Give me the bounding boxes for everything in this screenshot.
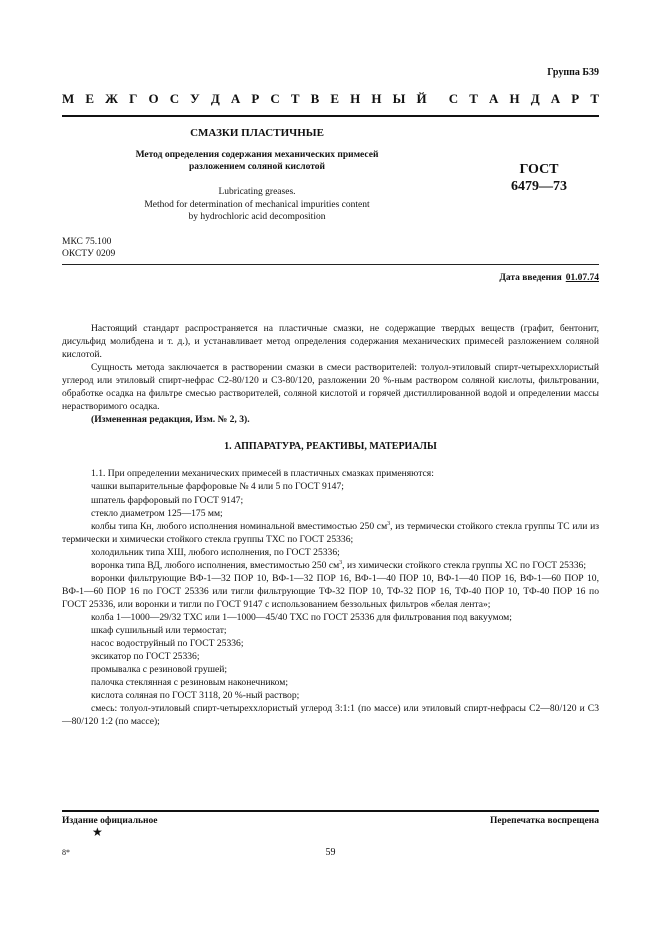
banner-letter: Е — [85, 91, 95, 106]
subtitle-line: Метод определения содержания механических примесей — [135, 150, 379, 160]
banner-letter: Р — [251, 91, 260, 106]
okstu-code: ОКСТУ 0209 — [62, 249, 116, 259]
group-code: Группа Б39 — [547, 67, 599, 78]
banner-letter: А — [230, 91, 241, 106]
list-item: палочка стеклянная с резиновым наконечником; — [91, 677, 288, 689]
list-item: промывалка с резиновой грушей; — [91, 664, 228, 676]
banner-letter: Н — [509, 91, 520, 106]
list-item: стекло диаметром 125—175 мм; — [91, 507, 223, 519]
paragraph-scope: Настоящий стандарт распространяется на пластичные смазки, не содержащие твердых веществ (графит, бентонит, дисульфид молибдена и т. д.), и устанавливает метод определения содержания механических примесей разложением соляной кислотой. — [62, 323, 599, 361]
banner-letter: Т — [290, 91, 300, 106]
banner-letter: У — [190, 91, 200, 106]
list-item: насос водоструйный по ГОСТ 25336; — [91, 638, 244, 650]
banner-letter: Ы — [392, 91, 406, 106]
signature-mark: 8* — [62, 848, 70, 857]
gost-number — [495, 161, 583, 195]
superscript: 3 — [339, 559, 343, 566]
list-item — [62, 520, 599, 546]
gost-code: 6479—73 — [511, 179, 567, 194]
edition-label: Издание официальное — [62, 816, 158, 826]
paragraph-essence: Сущность метода заключается в растворении смазки в смеси растворителей: толуол-этиловый спирт-четыреххлористый углерод или этиловый спирт-нефрас С2-80/120 и С3-80/120, разложении 20 %-ным раствором соляной кислоты, фильтровании, обработке осадка на фильтре смесью растворителей, соляной кислотой и горячей дистиллированной водой и определении массы нерастворимого осадка. — [62, 362, 599, 413]
standard-banner — [62, 91, 599, 107]
english-title-line: by hydrochloric acid decomposition — [188, 212, 326, 222]
banner-letter: Ж — [105, 91, 118, 106]
banner-letter: Й — [416, 91, 427, 106]
banner-letter: Е — [330, 91, 340, 106]
section-heading: 1. АППАРАТУРА, РЕАКТИВЫ, МАТЕРИАЛЫ — [224, 441, 437, 453]
list-item: кислота соляная по ГОСТ 3118, 20 %-ный раствор; — [91, 690, 300, 702]
banner-letter: М — [62, 91, 75, 106]
list-item: 1.1. При определении механических примесей в пластичных смазках применяются: — [91, 468, 434, 480]
list-item: шпатель фарфоровый по ГОСТ 9147; — [91, 494, 244, 506]
list-item: шкаф сушильный или термостат; — [91, 624, 227, 636]
banner-letter: А — [550, 91, 561, 106]
list-item: чашки выпарительные фарфоровые № 4 или 5 по ГОСТ 9147; — [91, 481, 344, 493]
intro-date-label: Дата введения — [499, 273, 562, 283]
document-body — [62, 322, 599, 728]
banner-letter: Д — [530, 91, 540, 106]
english-title-line: Method for determination of mechanical impurities content — [144, 199, 370, 210]
list-item-text: колбы типа Кн, любого исполнения номинальной вместимостью 250 см — [91, 520, 388, 532]
banner-letter: Н — [371, 91, 382, 106]
gost-label: ГОСТ — [519, 162, 559, 177]
header-divider — [62, 115, 599, 117]
page-number: 59 — [325, 847, 336, 858]
subtitle-line: разложением соляной кислотой — [189, 162, 325, 172]
intro-date — [499, 273, 599, 283]
list-item: смесь: толуол-этиловый спирт-четыреххлористый углерод 3:1:1 (по массе) или этиловый спирт-нефрасы С2—80/120 и С3—80/120 1:2 (по массе); — [62, 703, 599, 728]
banner-letter: Т — [590, 91, 599, 106]
list-item: холодильник типа ХШ, любого исполнения, по ГОСТ 25336; — [91, 546, 340, 558]
revision-note: (Измененная редакция, Изм. № 2, 3). — [91, 414, 250, 426]
list-item: эксикатор по ГОСТ 25336; — [91, 651, 200, 663]
banner-letter: С — [448, 91, 459, 106]
list-item-text: , из химически стойкого стекла группы ХС по ГОСТ 25336; — [342, 559, 586, 571]
superscript: 3 — [387, 520, 391, 527]
english-title — [62, 186, 452, 224]
list-item: колба 1—1000—29/32 ТХС или 1—1000—45/40 ТХС по ГОСТ 25336 для фильтрования под вакуумом; — [91, 611, 512, 623]
list-item — [62, 559, 599, 572]
classification-codes — [62, 236, 115, 260]
banner-letter: Т — [469, 91, 478, 106]
document-subtitle — [62, 149, 452, 173]
banner-letter: С — [169, 91, 180, 106]
document-title: СМАЗКИ ПЛАСТИЧНЫЕ — [190, 127, 324, 139]
footer-divider — [62, 810, 599, 812]
banner-letter: С — [270, 91, 280, 106]
banner-letter: В — [310, 91, 320, 106]
banner-letter: О — [148, 91, 159, 106]
list-item-text: , из термически стойкого стекла группы ТС или из термически и химически стойкого стекла группы ТХС по ГОСТ 25336; — [62, 520, 600, 545]
mks-code: МКС 75.100 — [62, 237, 112, 247]
meta-divider — [62, 264, 599, 265]
banner-letter: А — [489, 91, 499, 106]
english-title-line: Lubricating greases. — [218, 187, 296, 197]
list-item-text: воронка типа ВД, любого исполнения, вместимостью 250 см — [91, 559, 340, 571]
banner-letter: Н — [350, 91, 361, 106]
intro-date-value: 01.07.74 — [565, 273, 599, 283]
reprint-notice: Перепечатка воспрещена — [489, 816, 599, 826]
list-item: воронки фильтрующие ВФ-1—32 ПОР 10, ВФ-1—32 ПОР 16, ВФ-1—40 ПОР 10, ВФ-1—40 ПОР 16, ВФ-1—60 ПОР 10, ВФ-1—60 ПОР 16 по ГОСТ 25336 или тигли фильтрующие ТФ-32 ПОР 10, ТФ-32 ПОР 16, ТФ-40 ПОР 10, ТФ-40 ПОР 16 по ГОСТ 25336, или воронки и тигли по ГОСТ 9147 с использованием беззольных фильтров «белая лента»; — [62, 572, 599, 610]
banner-letter: Г — [129, 91, 138, 106]
star-icon: ★ — [92, 825, 103, 839]
banner-letter: Д — [210, 91, 220, 106]
banner-letter: Р — [571, 91, 580, 106]
